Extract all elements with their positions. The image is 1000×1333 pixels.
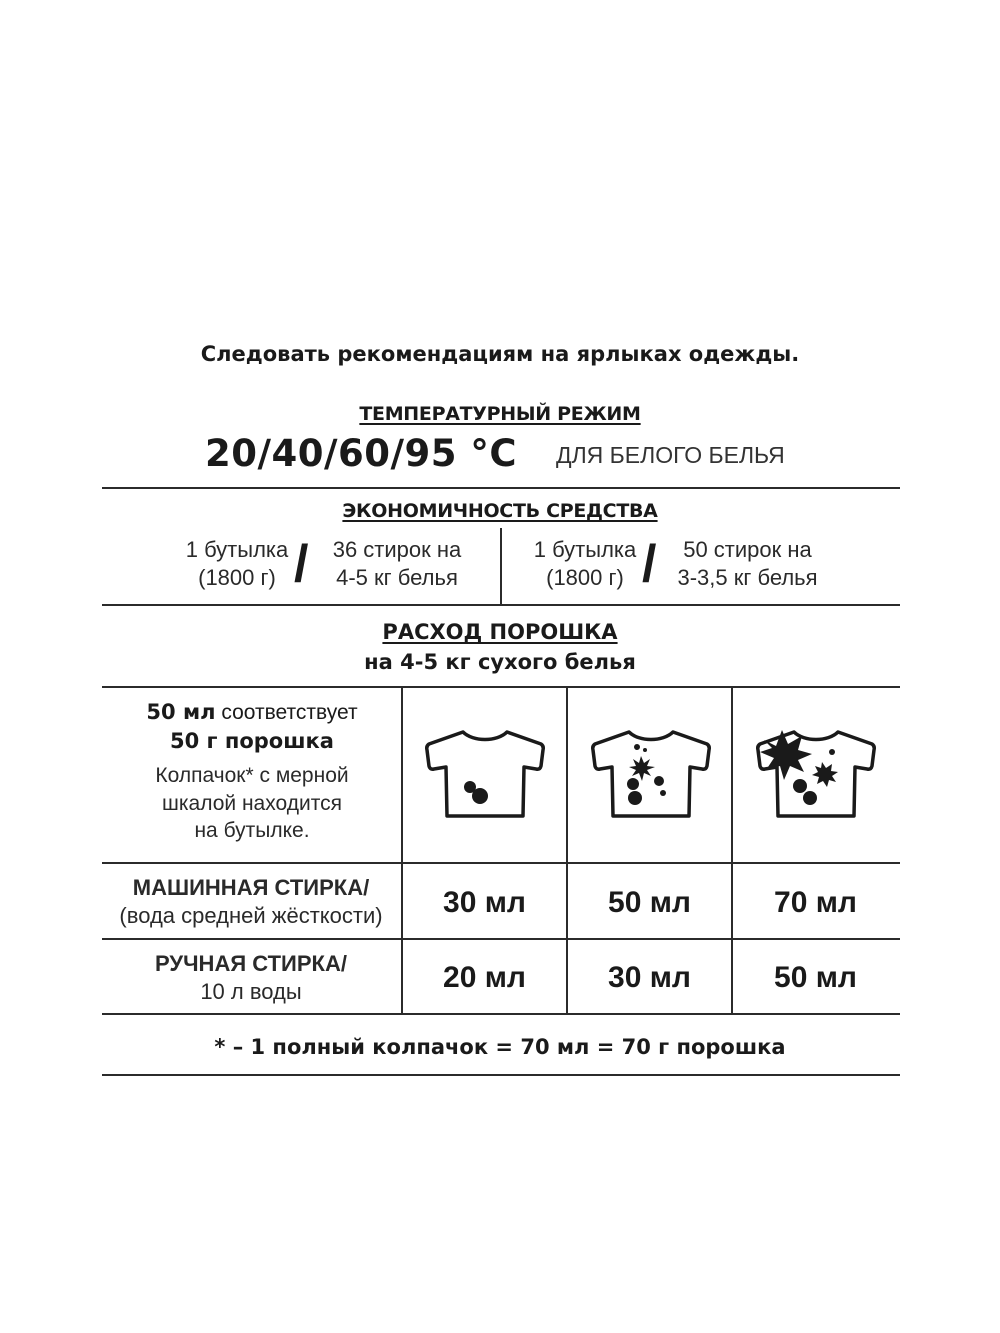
shirt-light-stain-icon <box>423 726 547 822</box>
divider <box>102 686 900 688</box>
dose-value: 70 мл <box>774 886 857 919</box>
temperature-note: ДЛЯ БЕЛОГО БЕЛЬЯ <box>556 442 785 468</box>
divider <box>102 862 900 864</box>
temperature-title: ТЕМПЕРАТУРНЫЙ РЕЖИМ <box>359 403 641 425</box>
washes-count: 36 стирок на <box>332 537 462 562</box>
divider <box>102 938 900 940</box>
wash-condition: (вода средней жёсткости) <box>119 903 383 928</box>
divider <box>102 1074 900 1076</box>
economy-left <box>102 534 502 604</box>
wash-condition: 10 л воды <box>200 979 302 1004</box>
footnote: * – 1 полный колпачок = 70 мл = 70 г порошка <box>214 1035 786 1059</box>
dosage-ml: 50 мл <box>146 700 216 724</box>
bottle-weight: (1800 г) <box>198 565 276 590</box>
cap-note-line: на бутылке. <box>194 819 310 842</box>
wash-type: МАШИННАЯ СТИРКА/ <box>132 875 370 900</box>
bottle-count: 1 бутылка <box>185 537 289 562</box>
washes-load: 4-5 кг белья <box>336 565 458 590</box>
wash-type: РУЧНАЯ СТИРКА/ <box>155 951 347 976</box>
dose-value: 30 мл <box>443 886 526 919</box>
cap-note-line: Колпачок* с мерной <box>155 764 349 787</box>
washes-load: 3-3,5 кг белья <box>677 565 818 590</box>
slash-separator: / <box>642 535 657 593</box>
dosage-equals: соответствует <box>215 701 358 724</box>
cap-note-line: шкалой находится <box>162 792 342 815</box>
bottle-weight: (1800 г) <box>546 565 624 590</box>
dosage-grams: 50 г порошка <box>170 729 334 753</box>
economy-right <box>502 534 900 604</box>
slash-separator: / <box>294 535 309 593</box>
intro-text: Следовать рекомендациям на ярлыках одежды. <box>200 342 800 366</box>
dose-value: 50 мл <box>774 961 857 994</box>
divider <box>102 1013 900 1015</box>
table-row-label <box>102 950 400 1006</box>
dose-value: 50 мл <box>608 886 691 919</box>
dose-value: 20 мл <box>443 961 526 994</box>
dose-value: 30 мл <box>608 961 691 994</box>
shirt-medium-stain-icon <box>589 726 713 822</box>
consumption-title: РАСХОД ПОРОШКА <box>382 620 618 644</box>
dosage-info <box>102 698 402 844</box>
table-row-label <box>102 874 400 930</box>
economy-title: ЭКОНОМИЧНОСТЬ СРЕДСТВА <box>342 500 658 522</box>
shirt-heavy-stain-icon <box>754 726 878 822</box>
bottle-count: 1 бутылка <box>533 537 637 562</box>
divider <box>102 487 900 489</box>
temperature-value: 20/40/60/95 °C <box>205 432 518 475</box>
divider <box>102 604 900 606</box>
washes-count: 50 стирок на <box>683 537 812 562</box>
consumption-subtitle: на 4-5 кг сухого белья <box>364 650 636 674</box>
